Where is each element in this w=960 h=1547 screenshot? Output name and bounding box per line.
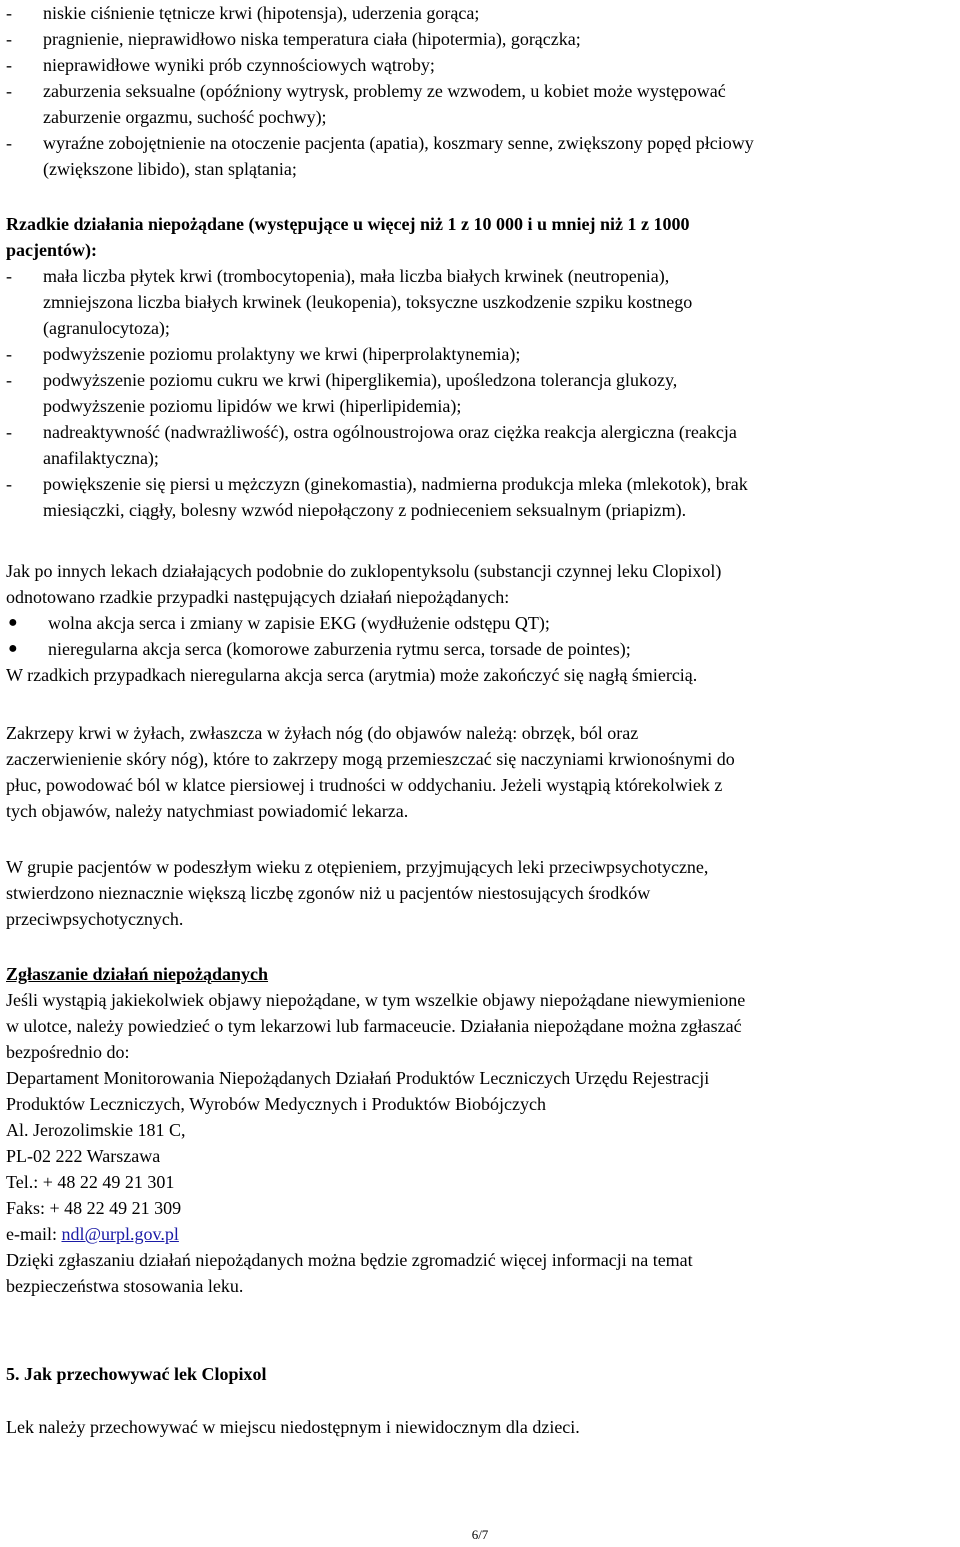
phone-line: Tel.: + 48 22 49 21 301: [6, 1172, 175, 1192]
rare-heading: Rzadkie działania niepożądane (występujące u więcej niż 1 z 10 000 i u mniej niż 1 z 1000: [6, 214, 690, 234]
list-item: - wyraźne zobojętnienie na otoczenie pacjenta (apatia), koszmary senne, zwiększony popęd płciowy: [6, 133, 754, 153]
list-item: - mała liczba płytek krwi (trombocytopenia), mała liczba białych krwinek (neutropenia),: [6, 266, 670, 286]
list-item-continuation: anafilaktyczna);: [43, 448, 159, 468]
paragraph-line: zaczerwienienie skóry nóg), które to zakrzepy mogą przemieszczać się naczyniami krwionośnymi do: [6, 749, 735, 769]
paragraph-line: stwierdzono nieznacznie większą liczbę zgonów niż u pacjentów niestosujących środków: [6, 883, 651, 903]
list-item: - zaburzenia seksualne (opóźniony wytrysk, problemy ze wzwodem, u kobiet może występować: [6, 81, 726, 101]
address-line: Produktów Leczniczych, Wyrobów Medycznych i Produktów Biobójczych: [6, 1094, 546, 1114]
bullet-icon: ●: [8, 614, 18, 631]
bullet-icon: ●: [8, 640, 18, 657]
list-item: - nieprawidłowe wyniki prób czynnościowych wątroby;: [6, 55, 435, 75]
address-line: Al. Jerozolimskie 181 C,: [6, 1120, 186, 1140]
rare-side-effects: [6, 211, 956, 523]
email-line: [6, 1221, 956, 1247]
other-drugs-paragraph: [6, 558, 956, 688]
paragraph-line: Jak po innych lekach działających podobnie do zuklopentyksolu (substancji czynnej leku Clopixol): [6, 561, 722, 581]
list-item: - niskie ciśnienie tętnicze krwi (hipotensja), uderzenia gorąca;: [6, 3, 480, 23]
list-item-continuation: (agranulocytoza);: [43, 318, 170, 338]
paragraph-line: Zakrzepy krwi w żyłach, zwłaszcza w żyłach nóg (do objawów należą: obrzęk, ból oraz: [6, 723, 639, 743]
section-heading: 5. Jak przechowywać lek Clopixol: [6, 1364, 267, 1384]
paragraph-line: tych objawów, należy natychmiast powiadomić lekarza.: [6, 801, 409, 821]
list-item: - powiększenie się piersi u mężczyzn (ginekomastia), nadmierna produkcja mleka (mlekotok), brak: [6, 474, 748, 494]
list-item-continuation: (zwiększone libido), stan splątania;: [43, 159, 297, 179]
email-label: e-mail:: [6, 1224, 62, 1244]
list-item-continuation: zaburzenie orgazmu, suchość pochwy);: [43, 107, 327, 127]
fax-line: Faks: + 48 22 49 21 309: [6, 1198, 182, 1218]
paragraph-line: płuc, powodować ból w klatce piersiowej i trudności w oddychaniu. Jeżeli wystąpią którekolwiek z: [6, 775, 723, 795]
list-item-continuation: miesiączki, ciągły, bolesny wzwód niepołączony z podnieceniem seksualnym (priapizm).: [43, 500, 687, 520]
paragraph-line: Lek należy przechowywać w miejscu niedostępnym i niewidocznym dla dzieci.: [6, 1417, 580, 1437]
side-effects-list: [6, 0, 956, 182]
paragraph-line: w ulotce, należy powiedzieć o tym lekarzowi lub farmaceucie. Działania niepożądane można zgłaszać: [6, 1016, 742, 1036]
page-number: 6/7: [471, 1527, 489, 1542]
paragraph-line: przeciwpsychotycznych.: [6, 909, 184, 929]
elderly-paragraph: [6, 854, 956, 932]
list-item-continuation: zmniejszona liczba białych krwinek (leukopenia), toksyczne uszkodzenie szpiku kostnego: [43, 292, 693, 312]
blood-clots-paragraph: [6, 720, 956, 824]
list-item: - nadreaktywność (nadwrażliwość), ostra ogólnoustrojowa oraz ciężka reakcja alergiczna (reakcja: [6, 422, 737, 442]
reporting-section: [6, 961, 956, 1299]
paragraph-line: W rzadkich przypadkach nieregularna akcja serca (arytmia) może zakończyć się nagłą śmiercią.: [6, 665, 698, 685]
paragraph-line: bezpieczeństwa stosowania leku.: [6, 1276, 244, 1296]
list-item-continuation: podwyższenie poziomu lipidów we krwi (hiperlipidemia);: [43, 396, 462, 416]
section-5-body: [6, 1414, 956, 1440]
paragraph-line: bezpośrednio do:: [6, 1042, 130, 1062]
rare-heading-continuation: pacjentów):: [6, 240, 97, 260]
list-item: - podwyższenie poziomu cukru we krwi (hiperglikemia), upośledzona tolerancja glukozy,: [6, 370, 678, 390]
paragraph-line: W grupie pacjentów w podeszłym wieku z otępieniem, przyjmujących leki przeciwpsychotyczne,: [6, 857, 709, 877]
list-item: - podwyższenie poziomu prolaktyny we krwi (hiperprolaktynemia);: [6, 344, 521, 364]
address-line: PL-02 222 Warszawa: [6, 1146, 161, 1166]
reporting-heading: Zgłaszanie działań niepożądanych: [6, 964, 269, 984]
list-item: - pragnienie, nieprawidłowo niska temperatura ciała (hipotermia), gorączka;: [6, 29, 581, 49]
paragraph-line: Dzięki zgłaszaniu działań niepożądanych można będzie zgromadzić więcej informacji na temat: [6, 1250, 693, 1270]
email-link[interactable]: ndl@urpl.gov.pl: [61, 1224, 179, 1244]
paragraph-line: Jeśli wystąpią jakiekolwiek objawy niepożądane, w tym wszelkie objawy niepożądane niewymienione: [6, 990, 746, 1010]
paragraph-line: odnotowano rzadkie przypadki następujących działań niepożądanych:: [6, 587, 510, 607]
section-5: [6, 1361, 956, 1387]
address-line: Departament Monitorowania Niepożądanych Działań Produktów Leczniczych Urzędu Rejestracji: [6, 1068, 710, 1088]
bullet-item: ● wolna akcja serca i zmiany w zapisie EKG (wydłużenie odstępu QT);: [6, 610, 956, 636]
bullet-item: ● nieregularna akcja serca (komorowe zaburzenia rytmu serca, torsade de pointes);: [6, 636, 956, 662]
